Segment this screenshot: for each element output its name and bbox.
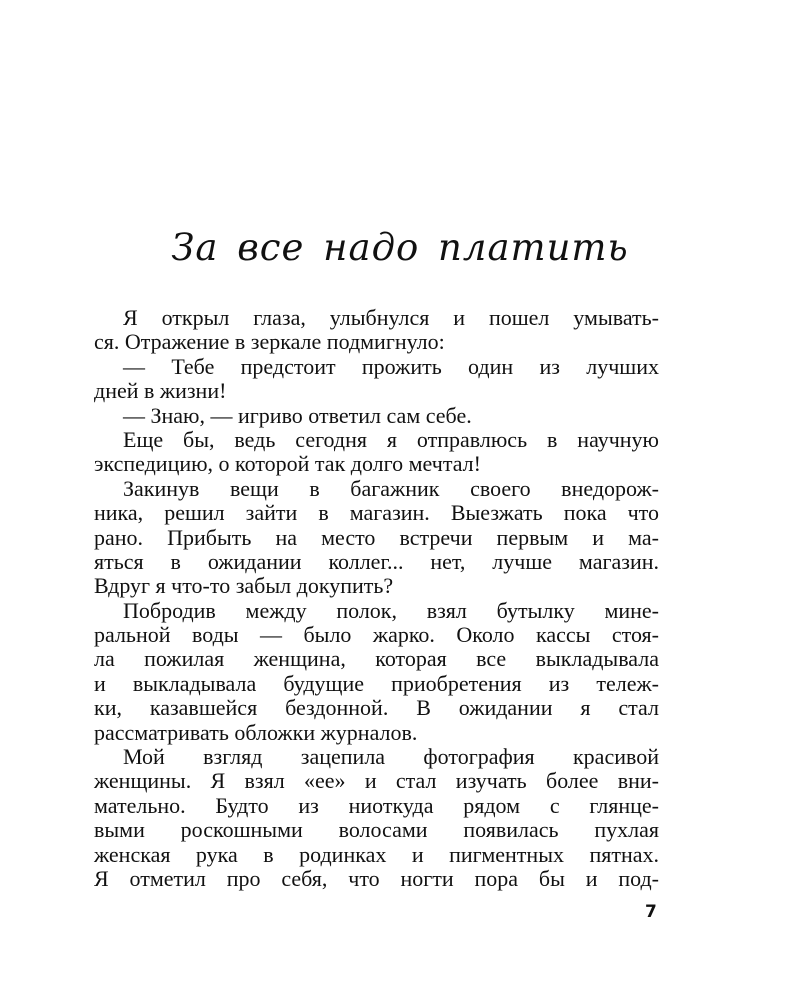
text-line: женщины. Я взял «ее» и стал изучать более вни-: [94, 768, 659, 794]
text-line: Еще бы, ведь сегодня я отправлюсь в научную: [123, 426, 659, 452]
text-line: Я открыл глаза, улыбнулся и пошел умывать-: [123, 305, 659, 330]
page-number: 7: [645, 902, 657, 922]
text-line: Побродив между полок, взял бутылку мине-: [123, 597, 659, 623]
text-line: — Тебе предстоит прожить один из лучших: [123, 353, 659, 379]
text-line: мательно. Будто из ниоткуда рядом с глянце-: [94, 792, 659, 818]
text-line: ника, решил зайти в магазин. Выезжать пока что: [94, 500, 659, 526]
text-line: женская рука в родинках и пигментных пятнах.: [94, 841, 659, 867]
text-line: ральной воды — было жарко. Около кассы стоя-: [94, 622, 659, 648]
text-line: Я отметил про себя, что ногти пора бы и под-: [94, 865, 659, 891]
text-line: выми роскошными волосами появилась пухлая: [94, 817, 659, 843]
chapter-title: За все надо платить: [171, 226, 629, 269]
text-line: ла пожилая женщина, которая все выкладывала: [94, 646, 659, 672]
text-line: — Знаю, — игриво ответил сам себе.: [123, 402, 472, 428]
text-line: и выкладывала будущие приобретения из тележ-: [94, 670, 659, 696]
body-text: [94, 306, 659, 891]
text-line: Закинув вещи в багажник своего внедорож-: [123, 475, 659, 501]
text-line: Вдруг я что-то забыл докупить?: [94, 573, 394, 599]
text-line: Мой взгляд зацепила фотография красивой: [123, 744, 659, 770]
text-line: рано. Прибыть на место встречи первым и ма-: [94, 524, 659, 550]
text-line: ки, казавшейся бездонной. В ожидании я стал: [94, 695, 659, 721]
text-line: рассматривать обложки журналов.: [94, 719, 418, 745]
text-line: дней в жизни!: [94, 378, 227, 404]
text-line: экспедицию, о которой так долго мечтал!: [94, 451, 481, 477]
text-line: яться в ожидании коллег... нет, лучше магазин.: [94, 548, 659, 574]
text-line: ся. Отражение в зеркале подмигнуло:: [94, 329, 445, 355]
